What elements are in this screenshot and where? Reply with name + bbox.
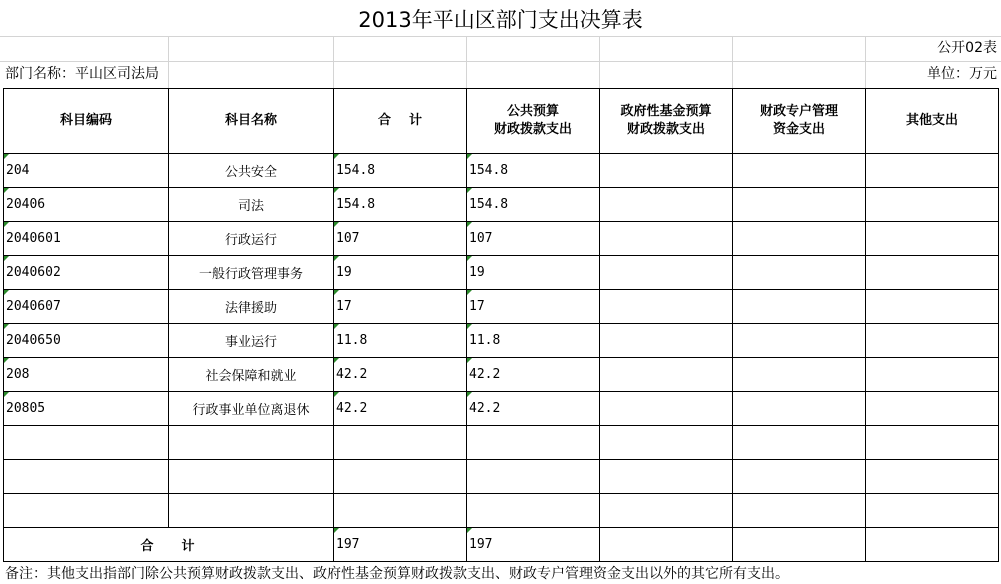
cell-fund[interactable] (600, 324, 733, 358)
header-fund-budget-line2: 财政拨款支出 (626, 122, 705, 137)
cell-total[interactable]: 107 (334, 222, 467, 256)
cell-name[interactable]: 公共安全 (169, 154, 334, 188)
cell-empty[interactable] (169, 460, 334, 494)
cell-name[interactable]: 事业运行 (169, 324, 334, 358)
header-other[interactable]: 其他支出 (866, 89, 999, 154)
table-row (4, 290, 999, 324)
table-row (4, 358, 999, 392)
table-row (4, 188, 999, 222)
cell-special-sum[interactable] (733, 528, 866, 562)
cell-public[interactable]: 19 (467, 256, 600, 290)
cell-code[interactable]: 204 (4, 154, 169, 188)
cell-empty[interactable] (4, 460, 169, 494)
gridline (865, 36, 866, 88)
cell-public[interactable]: 107 (467, 222, 600, 256)
cell-other[interactable] (866, 256, 999, 290)
cell-special[interactable] (733, 324, 866, 358)
cell-special[interactable] (733, 392, 866, 426)
cell-empty[interactable] (467, 494, 600, 528)
cell-empty[interactable] (600, 494, 733, 528)
table-row (4, 222, 999, 256)
total-label[interactable] (4, 528, 334, 562)
cell-other[interactable] (866, 392, 999, 426)
gridline (168, 36, 169, 88)
table-row (4, 324, 999, 358)
header-total-label: 合 计 (377, 113, 423, 128)
header-subject-code[interactable]: 科目编码 (4, 89, 169, 154)
cell-other[interactable] (866, 324, 999, 358)
cell-empty[interactable] (733, 426, 866, 460)
cell-empty[interactable] (169, 494, 334, 528)
cell-code[interactable]: 208 (4, 358, 169, 392)
cell-fund[interactable] (600, 222, 733, 256)
cell-name[interactable]: 社会保障和就业 (169, 358, 334, 392)
cell-empty[interactable] (467, 460, 600, 494)
cell-name[interactable]: 法律援助 (169, 290, 334, 324)
cell-other[interactable] (866, 222, 999, 256)
cell-total-sum[interactable]: 197 (334, 528, 467, 562)
cell-code[interactable]: 20805 (4, 392, 169, 426)
cell-empty[interactable] (467, 426, 600, 460)
cell-fund[interactable] (600, 358, 733, 392)
header-public-budget-line1: 公共预算 (506, 104, 559, 119)
cell-public[interactable]: 17 (467, 290, 600, 324)
unit-label: 单位：万元 (927, 66, 997, 82)
header-special-account-line1: 财政专户管理 (759, 104, 838, 119)
cell-empty[interactable] (866, 426, 999, 460)
cell-empty[interactable] (600, 426, 733, 460)
cell-name[interactable]: 行政运行 (169, 222, 334, 256)
header-special-account-line2: 资金支出 (772, 122, 825, 137)
department-name: 部门名称：平山区司法局 (5, 66, 159, 82)
cell-empty[interactable] (4, 426, 169, 460)
cell-empty[interactable] (866, 460, 999, 494)
gridline (732, 36, 733, 88)
cell-special[interactable] (733, 222, 866, 256)
cell-code[interactable]: 2040650 (4, 324, 169, 358)
gridline (466, 36, 467, 88)
cell-name[interactable]: 行政事业单位离退休 (169, 392, 334, 426)
table-row (4, 392, 999, 426)
cell-fund[interactable] (600, 188, 733, 222)
cell-empty[interactable] (334, 460, 467, 494)
header-subject-name[interactable]: 科目名称 (169, 89, 334, 154)
cell-empty[interactable] (600, 460, 733, 494)
cell-special[interactable] (733, 154, 866, 188)
cell-empty[interactable] (334, 494, 467, 528)
cell-total[interactable]: 42.2 (334, 358, 467, 392)
cell-code[interactable]: 20406 (4, 188, 169, 222)
cell-name[interactable]: 司法 (169, 188, 334, 222)
header-total[interactable] (334, 89, 467, 154)
cell-fund[interactable] (600, 154, 733, 188)
gridline (0, 61, 1001, 62)
cell-fund[interactable] (600, 290, 733, 324)
cell-total[interactable]: 17 (334, 290, 467, 324)
header-public-budget-line2: 财政拨款支出 (493, 122, 572, 137)
header-fund-budget-line1: 政府性基金预算 (620, 104, 712, 119)
header-special-account[interactable] (733, 89, 866, 154)
cell-empty[interactable] (334, 426, 467, 460)
total-label-text: 合 计 (140, 539, 197, 554)
cell-empty[interactable] (866, 494, 999, 528)
cell-empty[interactable] (4, 494, 169, 528)
cell-empty[interactable] (733, 494, 866, 528)
cell-total[interactable]: 11.8 (334, 324, 467, 358)
cell-code[interactable]: 2040607 (4, 290, 169, 324)
cell-other[interactable] (866, 290, 999, 324)
cell-special[interactable] (733, 256, 866, 290)
header-fund-budget[interactable] (600, 89, 733, 154)
expenditure-table (3, 88, 999, 562)
table-row (4, 154, 999, 188)
cell-total[interactable]: 154.8 (334, 154, 467, 188)
table-code-label: 公开02表 (937, 40, 997, 56)
cell-other-sum[interactable] (866, 528, 999, 562)
gridline (599, 36, 600, 88)
gridline (0, 36, 1001, 37)
cell-empty[interactable] (733, 460, 866, 494)
cell-special[interactable] (733, 358, 866, 392)
table-total-row (4, 528, 999, 562)
cell-public[interactable]: 154.8 (467, 188, 600, 222)
cell-total[interactable]: 19 (334, 256, 467, 290)
cell-total[interactable]: 154.8 (334, 188, 467, 222)
page-title: 2013年平山区部门支出决算表 (358, 8, 643, 32)
cell-public[interactable]: 42.2 (467, 358, 600, 392)
cell-special[interactable] (733, 290, 866, 324)
table-row-empty (4, 426, 999, 460)
gridline (333, 36, 334, 88)
cell-other[interactable] (866, 154, 999, 188)
table-header-row (4, 89, 999, 154)
cell-public-sum[interactable]: 197 (467, 528, 600, 562)
cell-name[interactable]: 一般行政管理事务 (169, 256, 334, 290)
table-row-empty (4, 494, 999, 528)
cell-code[interactable]: 2040602 (4, 256, 169, 290)
cell-fund-sum[interactable] (600, 528, 733, 562)
cell-public[interactable]: 154.8 (467, 154, 600, 188)
header-public-budget[interactable] (467, 89, 600, 154)
cell-special[interactable] (733, 188, 866, 222)
cell-fund[interactable] (600, 392, 733, 426)
cell-fund[interactable] (600, 256, 733, 290)
cell-public[interactable]: 11.8 (467, 324, 600, 358)
footnote: 备注：其他支出指部门除公共预算财政拨款支出、政府性基金预算财政拨款支出、财政专户管理资金支出以外的其它所有支出。 (5, 566, 789, 582)
cell-empty[interactable] (169, 426, 334, 460)
cell-code[interactable]: 2040601 (4, 222, 169, 256)
cell-other[interactable] (866, 188, 999, 222)
table-row (4, 256, 999, 290)
cell-public[interactable]: 42.2 (467, 392, 600, 426)
cell-total[interactable]: 42.2 (334, 392, 467, 426)
table-row-empty (4, 460, 999, 494)
cell-other[interactable] (866, 358, 999, 392)
